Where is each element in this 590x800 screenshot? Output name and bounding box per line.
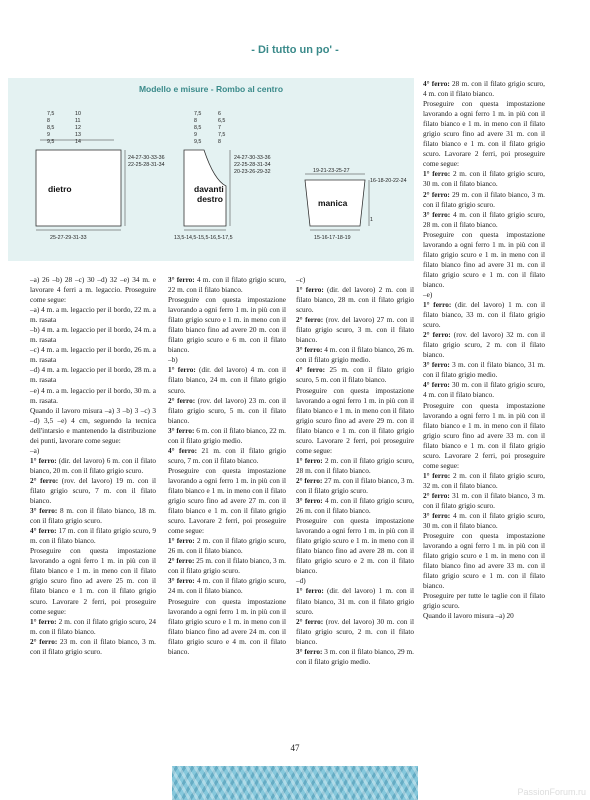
row-text: 21 m. con il filato grigio scuro, 7 m. con il filato bianco. bbox=[168, 446, 286, 465]
row-text: 25 m. con il filato bianco, 3 m. con il filato grigio scuro. bbox=[168, 557, 286, 576]
svg-text:7,5: 7,5 bbox=[218, 132, 226, 138]
svg-text:7,5: 7,5 bbox=[47, 111, 55, 117]
row-label: 1° ferro: bbox=[30, 617, 57, 626]
svg-text:10: 10 bbox=[75, 111, 81, 117]
paragraph bbox=[168, 426, 286, 446]
row-text: 4 m. con il filato grigio scuro, 28 m. con il filato bianco. bbox=[423, 210, 545, 229]
row-label: 3° ferro: bbox=[423, 210, 451, 219]
paragraph bbox=[296, 496, 414, 516]
row-text: 6 m. con il filato bianco, 22 m. con il filato grigio medio. bbox=[168, 426, 286, 445]
row-text: 31 m. con il filato bianco, 3 m. con il filato grigio scuro. bbox=[423, 491, 545, 510]
paragraph bbox=[168, 536, 286, 556]
row-text: (dir. del lavoro) 2 m. con il filato bianco, 28 m. con il filato grigio scuro. bbox=[296, 286, 414, 315]
row-label: 2° ferro: bbox=[30, 476, 59, 485]
paragraph bbox=[296, 586, 414, 616]
paragraph: Proseguire con questa impostazione lavorando a ogni ferro 1 m. in più con il filato grigio scuro e 1 m. in meno con il filato bianco fino ad avere 33 m. con il filato grigio scuro e 1 m. con il filato bianco. bbox=[423, 532, 545, 591]
svg-text:1: 1 bbox=[370, 217, 373, 223]
svg-text:6,5: 6,5 bbox=[218, 118, 226, 124]
paragraph bbox=[423, 79, 545, 99]
svg-text:12: 12 bbox=[75, 125, 81, 131]
paragraph: Proseguire con questa impostazione lavorando a ogni ferro 1 m. in più con il filato grigio scuro e 1 m. in meno con il filato bianco fino ad avere 28 m. con il filato grigio scuro e 2 m. con il filato bianco. bbox=[296, 517, 414, 576]
paragraph bbox=[423, 360, 545, 380]
paragraph bbox=[423, 491, 545, 511]
back-left-b bbox=[75, 111, 81, 145]
row-label: 1° ferro: bbox=[296, 456, 323, 465]
row-label: 4° ferro: bbox=[168, 446, 198, 455]
section-header: - Di tutto un po' - bbox=[251, 44, 339, 56]
paragraph: Proseguire con questa impostazione lavorando a ogni ferro 1 m. in più con il filato grigio scuro e 1 m. in meno con il filato bianco fino ad avere 24 m. con il filato grigio scuro e 4 m. con il filato bianco. bbox=[168, 597, 286, 656]
svg-text:20-23-26-29-32: 20-23-26-29-32 bbox=[234, 169, 271, 175]
row-label: 2° ferro: bbox=[423, 190, 450, 199]
row-text: (dir. del lavoro) 1 m. con il filato bianco, 31 m. con il filato grigio scuro. bbox=[296, 587, 414, 616]
row-text: 4 m. con il filato grigio scuro, 30 m. con il filato bianco. bbox=[423, 512, 545, 531]
paragraph: Proseguire per tutte le taglie con il filato grigio scuro. bbox=[423, 592, 545, 611]
row-label: 3° ferro: bbox=[296, 497, 323, 506]
front-label-2: destro bbox=[197, 194, 223, 204]
text-column-2 bbox=[168, 275, 286, 657]
paragraph bbox=[168, 556, 286, 576]
row-text: 28 m. con il filato grigio scuro, 4 m. con il filato bianco. bbox=[423, 80, 545, 99]
paragraph: –c) bbox=[296, 276, 306, 284]
text-column-1 bbox=[30, 275, 156, 657]
row-label: 3° ferro: bbox=[296, 346, 323, 355]
paragraph: –b) bbox=[168, 356, 178, 365]
paragraph: –d) 4 m. a m. legaccio per il bordo, 28 m. a m. rasata bbox=[30, 366, 156, 385]
svg-text:8,5: 8,5 bbox=[47, 125, 55, 131]
svg-text:8: 8 bbox=[194, 118, 197, 124]
row-text: 2 m. con il filato grigio scuro, 28 m. con il filato bianco. bbox=[296, 456, 414, 475]
svg-text:22-25-28-31-34: 22-25-28-31-34 bbox=[128, 162, 165, 168]
row-text: 3 m. con il filato bianco, 31 m. con il filato grigio medio. bbox=[423, 361, 545, 380]
row-label: 1° ferro: bbox=[296, 286, 324, 295]
paragraph: Proseguire con questa impostazione lavorando a ogni ferro 1 m. in più con il filato bianco e 1 m. in meno con il filato grigio scuro fino ad avere 29 m. con il filato bianco e 1 m. con il filato grigio scuro. Lavorare 2 ferri, poi proseguire come segue: bbox=[296, 386, 414, 455]
row-text: 2 m. con il filato grigio scuro, 30 m. con il filato bianco. bbox=[423, 170, 545, 189]
paragraph bbox=[423, 210, 545, 230]
row-label: 2° ferro: bbox=[168, 557, 195, 566]
svg-text:11: 11 bbox=[75, 118, 81, 124]
paragraph: –e) bbox=[423, 290, 433, 299]
page-number: 47 bbox=[290, 743, 300, 753]
paragraph bbox=[30, 506, 156, 526]
measurement-diagram bbox=[8, 78, 414, 261]
paragraph: Proseguire con questa impostazione lavorando a ogni ferro 1 m. in più con il filato bianco e 1 m. in meno con il filato grigio scuro fino ad avere 33 m. con il filato bianco e 1 m. con il filato grigio scuro. Lavorare 2 ferri, poi proseguire come segue: bbox=[423, 401, 545, 470]
row-text: 4 m. con il filato grigio scuro, 24 m. con il filato bianco. bbox=[168, 577, 286, 596]
paragraph bbox=[296, 365, 414, 385]
row-label: 3° ferro: bbox=[423, 361, 450, 370]
row-text: (dir. del lavoro) 4 m. con il filato bianco, 24 m. con il filato grigio scuro. bbox=[168, 366, 286, 395]
paragraph: –c) 4 m. a m. legaccio per il bordo, 26 m. a m. rasata bbox=[30, 346, 156, 365]
row-label: 3° ferro: bbox=[423, 512, 451, 521]
svg-text:6: 6 bbox=[218, 111, 221, 117]
row-label: 1° ferro: bbox=[296, 587, 324, 596]
row-label: 3° ferro: bbox=[168, 577, 195, 586]
svg-text:7,5: 7,5 bbox=[194, 111, 202, 117]
row-label: 2° ferro: bbox=[296, 617, 324, 626]
row-text: (rov. del lavoro) 30 m. con il filato grigio scuro, 2 m. con il filato bianco. bbox=[296, 617, 414, 646]
paragraph bbox=[296, 456, 414, 476]
svg-text:9: 9 bbox=[194, 132, 197, 138]
row-label: 4° ferro: bbox=[30, 527, 57, 536]
svg-text:7: 7 bbox=[218, 125, 221, 131]
paragraph: Quando il lavoro misura –a) 3 –b) 3 –c) 3 –d) 3,5 –e) 4 cm, seguendo la tecnica dell'intarsio e mantenendo la distribuzione dei punti, lavorare come segue: bbox=[30, 406, 156, 445]
paragraph: Proseguire con questa impostazione lavorando a ogni ferro 1 m. in più con il filato bianco e 1 m. in meno con il filato grigio scuro fino ad avere 31 m. con il filato bianco e 1 m. con il filato grigio scuro. Lavorare 2 ferri, poi proseguire come segue: bbox=[423, 100, 545, 169]
paragraph: Proseguire con questa impostazione lavorando a ogni ferro 1 m. in più con il filato grigio scuro e 1 m. in meno con il filato bianco fino ad avere 20 m. con il filato grigio scuro e 6 m. con il filato bianco. bbox=[168, 296, 286, 355]
row-label: 2° ferro: bbox=[296, 316, 324, 325]
paragraph: –e) 4 m. a m. legaccio per il bordo, 30 m. a m. rasata. bbox=[30, 386, 156, 405]
paragraph: –a) 26 –b) 28 –c) 30 –d) 32 –e) 34 m. e lavorare 4 ferri a m. legaccio. Proseguire come segue: bbox=[30, 276, 156, 305]
paragraph bbox=[423, 300, 545, 330]
paragraph bbox=[168, 365, 286, 395]
row-label: 2° ferro: bbox=[423, 491, 450, 500]
row-label: 1° ferro: bbox=[168, 366, 196, 375]
text-column-3 bbox=[296, 275, 414, 667]
row-text: 2 m. con il filato grigio scuro, 32 m. con il filato bianco. bbox=[423, 471, 545, 490]
paragraph bbox=[30, 476, 156, 506]
paragraph: Proseguire con questa impostazione lavorando a ogni ferro 1 m. in più con il filato bianco e 1 m. in meno con il filato grigio scuro fino ad avere 25 m. con il filato bianco e 1 m. con il filato grigio scuro. Lavorare 2 ferri, poi proseguire come segue: bbox=[30, 547, 156, 616]
row-text: 27 m. con il filato bianco, 3 m. con il filato grigio scuro. bbox=[296, 476, 414, 495]
paragraph bbox=[30, 526, 156, 546]
row-text: 23 m. con il filato bianco, 3 m. con il filato grigio scuro. bbox=[30, 637, 156, 656]
row-label: 3° ferro: bbox=[168, 276, 195, 284]
schematic-svg bbox=[8, 78, 414, 261]
svg-text:8: 8 bbox=[47, 118, 50, 124]
paragraph bbox=[30, 637, 156, 657]
row-label: 4° ferro: bbox=[296, 366, 326, 375]
svg-text:24-27-30-33-36: 24-27-30-33-36 bbox=[234, 155, 271, 161]
back-piece bbox=[36, 111, 165, 241]
paragraph bbox=[30, 456, 156, 476]
front-left-b bbox=[218, 111, 225, 145]
paragraph bbox=[296, 315, 414, 345]
svg-text:9,5: 9,5 bbox=[194, 139, 202, 145]
watermark: PassionForum.ru bbox=[517, 787, 586, 797]
row-label: 1° ferro: bbox=[168, 537, 195, 546]
row-text: 25 m. con il filato grigio scuro, 5 m. con il filato bianco. bbox=[296, 366, 414, 385]
paragraph bbox=[423, 169, 545, 189]
paragraph bbox=[423, 380, 545, 400]
row-text: 30 m. con il filato grigio scuro, 4 m. con il filato bianco. bbox=[423, 381, 545, 400]
svg-text:14: 14 bbox=[75, 139, 81, 145]
row-label: 1° ferro: bbox=[423, 301, 452, 310]
svg-text:8,5: 8,5 bbox=[194, 125, 202, 131]
row-label: 1° ferro: bbox=[423, 471, 451, 480]
svg-text:8: 8 bbox=[218, 139, 221, 145]
diagram-title: Modello e misure - Rombo al centro bbox=[138, 84, 284, 94]
svg-text:13: 13 bbox=[75, 132, 81, 138]
back-label: dietro bbox=[48, 184, 72, 194]
paragraph: –a) 4 m. a m. legaccio per il bordo, 22 m. a m. rasata bbox=[30, 306, 156, 325]
paragraph: –a) bbox=[30, 446, 40, 455]
paragraph bbox=[296, 647, 414, 667]
paragraph: Proseguire con questa impostazione lavorando a ogni ferro 1 m. in più con il filato bianco e 1 m. in meno con il filato grigio scuro fino ad avere 27 m. con il filato bianco e 1 m. con il filato grigio scuro. Lavorare 2 ferri, poi proseguire come segue: bbox=[168, 466, 286, 536]
paragraph bbox=[168, 396, 286, 426]
row-text: (rov. del lavoro) 19 m. con il filato grigio scuro, 7 m. con il filato bianco. bbox=[30, 476, 156, 506]
paragraph: –b) 4 m. a m. legaccio per il bordo, 24 m. a m. rasata bbox=[30, 326, 156, 345]
back-left-a bbox=[47, 111, 54, 145]
row-label: 4° ferro: bbox=[423, 80, 450, 88]
svg-text:15-16-17-18-19: 15-16-17-18-19 bbox=[314, 235, 351, 241]
row-text: 2 m. con il filato grigio scuro, 26 m. con il filato bianco. bbox=[168, 537, 286, 556]
paragraph bbox=[168, 275, 286, 295]
front-piece bbox=[174, 111, 271, 241]
row-text: 17 m. con il filato grigio scuro, 9 m. con il filato bianco. bbox=[30, 527, 156, 546]
row-label: 2° ferro: bbox=[423, 331, 451, 340]
row-text: 2 m. con il filato grigio scuro, 24 m. con il filato bianco. bbox=[30, 617, 156, 636]
svg-text:13,5-14,5-15,5-16,5-17,5: 13,5-14,5-15,5-16,5-17,5 bbox=[174, 235, 233, 241]
paragraph bbox=[296, 345, 414, 365]
row-text: (rov. del lavoro) 32 m. con il filato grigio scuro, 2 m. con il filato bianco. bbox=[423, 331, 545, 360]
row-text: (rov. del lavoro) 27 m. con il filato grigio scuro, 3 m. con il filato bianco. bbox=[296, 316, 414, 345]
paragraph bbox=[168, 446, 286, 466]
paragraph bbox=[30, 617, 156, 637]
svg-text:19-21-23-25-27: 19-21-23-25-27 bbox=[313, 168, 350, 174]
front-left-a bbox=[194, 111, 201, 145]
paragraph bbox=[296, 476, 414, 496]
row-text: 8 m. con il filato bianco, 18 m. con il filato grigio scuro. bbox=[30, 507, 156, 526]
row-label: 3° ferro: bbox=[296, 647, 323, 656]
row-label: 3° ferro: bbox=[168, 426, 195, 435]
paragraph bbox=[296, 285, 414, 315]
text-column-4 bbox=[423, 79, 545, 622]
svg-text:9,5: 9,5 bbox=[47, 139, 55, 145]
row-label: 2° ferro: bbox=[296, 476, 323, 485]
paragraph: –d) bbox=[296, 577, 306, 586]
sleeve-piece bbox=[305, 168, 407, 241]
sleeve-label: manica bbox=[318, 198, 348, 208]
row-text: (dir. del lavoro) 6 m. con il filato bianco, 20 m. con il filato grigio scuro. bbox=[30, 456, 156, 475]
knit-texture-image bbox=[172, 766, 418, 800]
paragraph bbox=[296, 617, 414, 647]
row-label: 3° ferro: bbox=[30, 507, 58, 516]
row-text: 4 m. con il filato bianco, 26 m. con il filato grigio medio. bbox=[296, 346, 414, 365]
svg-text:16-18-20-22-24: 16-18-20-22-24 bbox=[370, 178, 407, 184]
paragraph: Quando il lavoro misura –a) 20 bbox=[423, 612, 514, 621]
paragraph: Proseguire con questa impostazione lavorando a ogni ferro 1 m. in più con il filato grigio scuro e 1 m. in meno con il filato bianco fino ad avere 31 m. con il filato grigio scuro e 1 m. con il filato bianco. bbox=[423, 230, 545, 289]
paragraph bbox=[423, 190, 545, 210]
paragraph bbox=[423, 471, 545, 491]
row-text: (rov. del lavoro) 23 m. con il filato grigio scuro, 5 m. con il filato bianco. bbox=[168, 396, 286, 425]
row-label: 2° ferro: bbox=[30, 637, 58, 646]
row-text: 3 m. con il filato bianco, 29 m. con il filato grigio medio. bbox=[296, 647, 414, 666]
row-text: 29 m. con il filato bianco, 3 m. con il filato grigio scuro. bbox=[423, 190, 545, 209]
paragraph bbox=[423, 511, 545, 531]
row-label: 2° ferro: bbox=[168, 396, 196, 405]
paragraph bbox=[168, 576, 286, 596]
paragraph bbox=[423, 330, 545, 360]
svg-text:9: 9 bbox=[47, 132, 50, 138]
front-label-1: davanti bbox=[194, 184, 224, 194]
row-label: 4° ferro: bbox=[423, 381, 450, 390]
svg-text:24-27-30-33-36: 24-27-30-33-36 bbox=[128, 155, 165, 161]
row-label: 1° ferro: bbox=[30, 456, 57, 465]
svg-text:25-27-29-31-33: 25-27-29-31-33 bbox=[50, 235, 87, 241]
row-label: 1° ferro: bbox=[423, 170, 451, 179]
row-text: 4 m. con il filato grigio scuro, 22 m. con il filato bianco. bbox=[168, 276, 286, 295]
row-text: 4 m. con il filato grigio scuro, 26 m. con il filato bianco. bbox=[296, 497, 414, 516]
row-text: (dir. del lavoro) 1 m. con il filato bianco, 33 m. con il filato grigio scuro. bbox=[423, 301, 545, 330]
svg-text:22-25-28-31-34: 22-25-28-31-34 bbox=[234, 162, 271, 168]
